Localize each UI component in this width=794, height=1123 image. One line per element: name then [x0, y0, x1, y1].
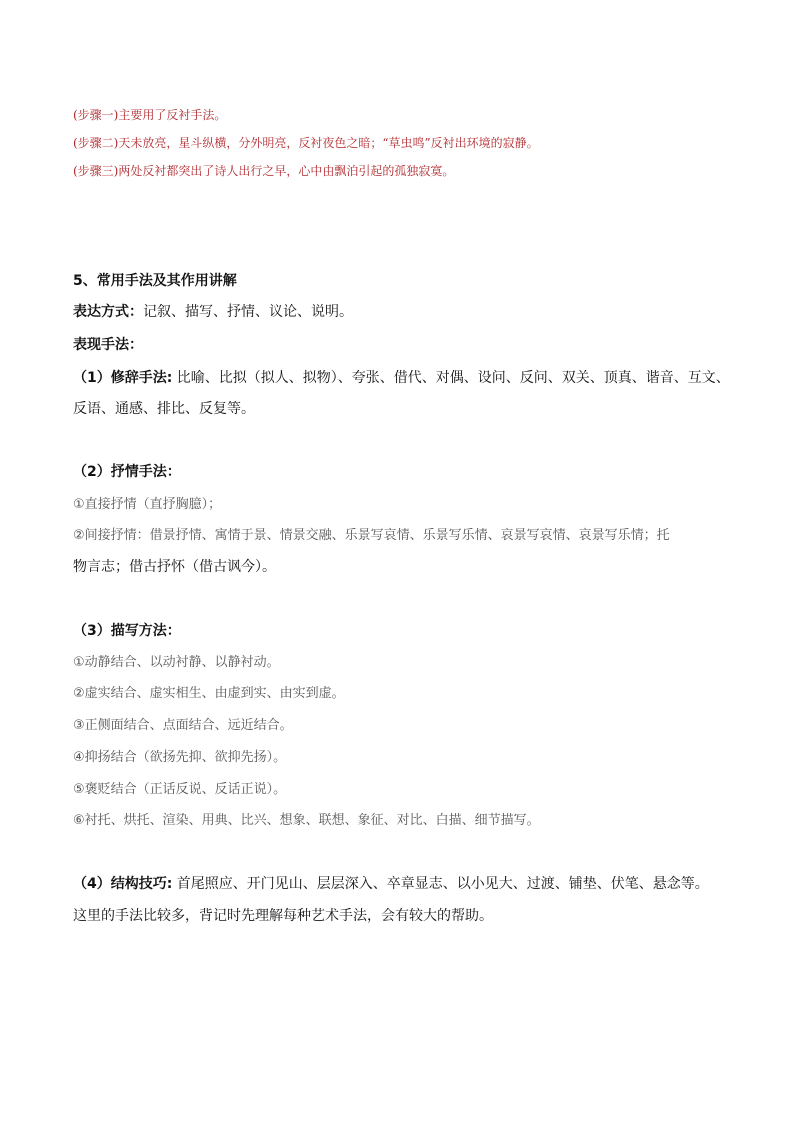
- structure-line: [73, 873, 709, 893]
- describe-item-6: ⑥衬托、烘托、渲染、用典、比兴、想象、联想、象征、对比、白描、细节描写。: [73, 813, 540, 828]
- lyric-continuation: 物言志；借古抒怀（借古讽今）。: [73, 559, 276, 575]
- lyric-item-1: ①直接抒情（直抒胸臆）；: [73, 497, 222, 512]
- rhetoric-line-2: 反语、通感、排比、反复等。: [73, 401, 255, 417]
- describe-item-4: ④抑扬结合（欲扬先抑、欲抑先扬）。: [73, 750, 287, 765]
- step-line-3: (步骤三)两处反衬都突出了诗人出行之早，心中由飘泊引起的孤独寂寞。: [73, 164, 455, 178]
- step-line-1: (步骤一)主要用了反衬手法。: [73, 108, 227, 122]
- structure-label: （4）结构技巧:: [73, 876, 173, 892]
- structure-text: 首尾照应、开门见山、层层深入、卒章显志、以小见大、过渡、铺垫、伏笔、悬念等。: [172, 876, 709, 892]
- describe-item-1: ①动静结合、以动衬静、以静衬动。: [73, 655, 280, 670]
- rhetoric-label: （1）修辞手法:: [73, 370, 173, 386]
- lyric-label: （2）抒情手法：: [73, 464, 181, 480]
- describe-item-2: ②虚实结合、虚实相生、由虚到实、由实到虚。: [73, 686, 345, 701]
- closing-note: 这里的手法比较多，背记时先理解每种艺术手法，会有较大的帮助。: [73, 908, 493, 924]
- lyric-item-2: ②间接抒情：借景抒情、寓情于景、情景交融、乐景写哀情、乐景写乐情、哀景写哀情、哀景写乐情；托: [73, 528, 670, 543]
- techniques-label: 表现手法：: [73, 337, 143, 353]
- expression-label: 表达方式：: [73, 304, 143, 320]
- expression-line: [73, 301, 353, 321]
- describe-item-5: ⑤褒贬结合（正话反说、反话正说）。: [73, 782, 287, 797]
- rhetoric-line-1: [73, 367, 730, 387]
- describe-label: （3）描写方法：: [73, 623, 181, 639]
- rhetoric-text: 比喻、比拟（拟人、拟物）、夸张、借代、对偶、设问、反问、双关、顶真、谐音、互文、: [172, 370, 730, 386]
- step-line-2: (步骤二)天未放亮，星斗纵横，分外明亮，反衬夜色之暗；“草虫鸣”反衬出环境的寂静。: [73, 136, 539, 150]
- expression-text: 记叙、描写、抒情、议论、说明。: [143, 304, 353, 320]
- section-heading: 5、常用手法及其作用讲解: [73, 273, 237, 289]
- describe-item-3: ③正侧面结合、点面结合、远近结合。: [73, 718, 293, 733]
